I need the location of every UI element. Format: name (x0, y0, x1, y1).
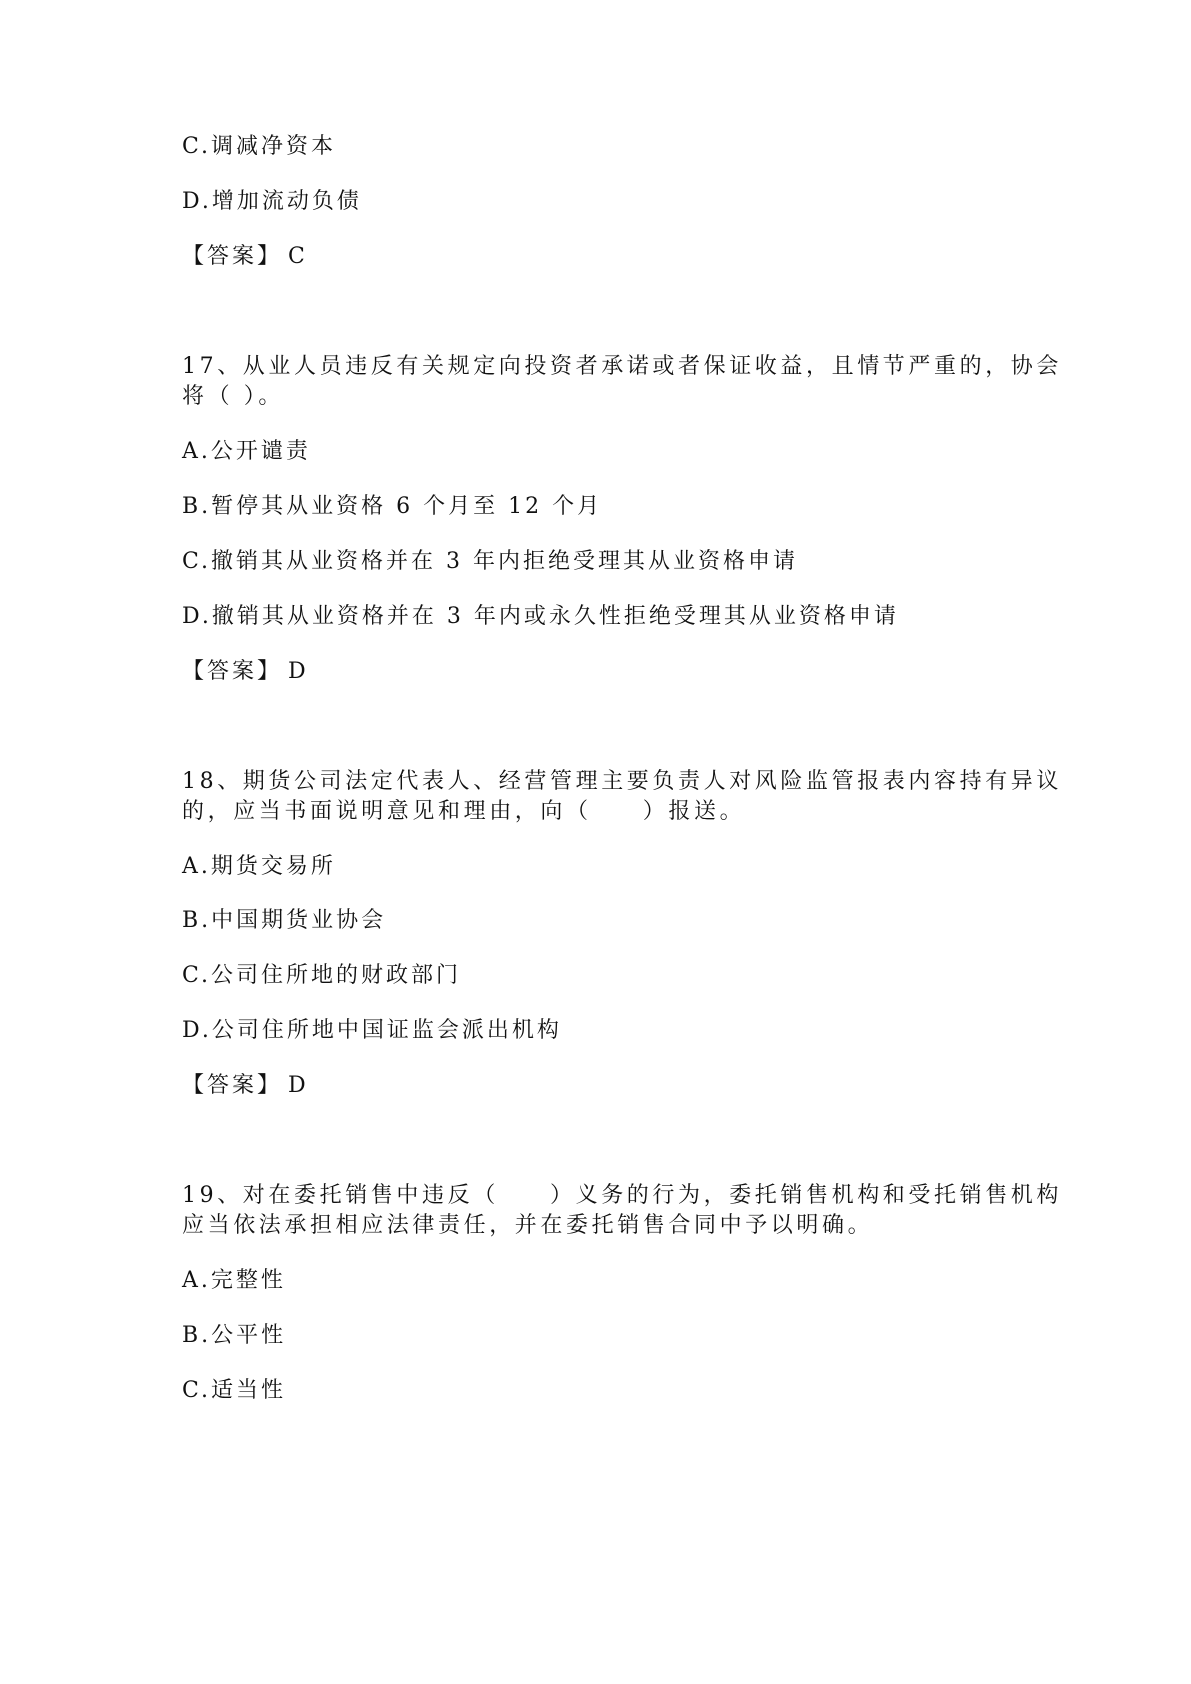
option-a: A.期货交易所 (182, 854, 336, 879)
answer-value: C (288, 244, 308, 269)
option-c: C.调减净资本 (182, 134, 337, 159)
question-18-line-1: 18、期货公司法定代表人、经营管理主要负责人对风险监管报表内容持有异议 (182, 769, 1062, 794)
option-c: C.撤销其从业资格并在 3 年内拒绝受理其从业资格申请 (182, 549, 799, 574)
question-18-line-2: 的，应当书面说明意见和理由，向（ ）报送。 (182, 799, 746, 824)
option-c: C.适当性 (182, 1378, 287, 1403)
option-b: B.暂停其从业资格 6 个月至 12 个月 (182, 494, 603, 519)
answer-value: D (288, 659, 309, 684)
option-c: C.公司住所地的财政部门 (182, 963, 462, 988)
answer-label: 【答案】 (182, 244, 283, 269)
question-17-line-2: 将（ ）。 (182, 384, 284, 409)
option-b: B.中国期货业协会 (182, 908, 387, 933)
answer-label: 【答案】 (182, 659, 283, 684)
question-19-line-2: 应当依法承担相应法律责任，并在委托销售合同中予以明确。 (182, 1213, 874, 1238)
answer-line (182, 242, 308, 272)
answer-value: D (288, 1073, 309, 1098)
question-19-line-1: 19、对在委托销售中违反（ ）义务的行为，委托销售机构和受托销售机构 (182, 1183, 1062, 1208)
answer-label: 【答案】 (182, 1073, 283, 1098)
option-d: D.增加流动负债 (182, 189, 362, 214)
option-d: D.撤销其从业资格并在 3 年内或永久性拒绝受理其从业资格申请 (182, 604, 899, 629)
option-b: B.公平性 (182, 1323, 287, 1348)
answer-line (182, 657, 309, 687)
option-a: A.完整性 (182, 1268, 286, 1293)
option-d: D.公司住所地中国证监会派出机构 (182, 1018, 562, 1043)
answer-line (182, 1071, 309, 1101)
option-a: A.公开谴责 (182, 439, 311, 464)
question-17-line-1: 17、从业人员违反有关规定向投资者承诺或者保证收益，且情节严重的，协会 (182, 354, 1062, 379)
